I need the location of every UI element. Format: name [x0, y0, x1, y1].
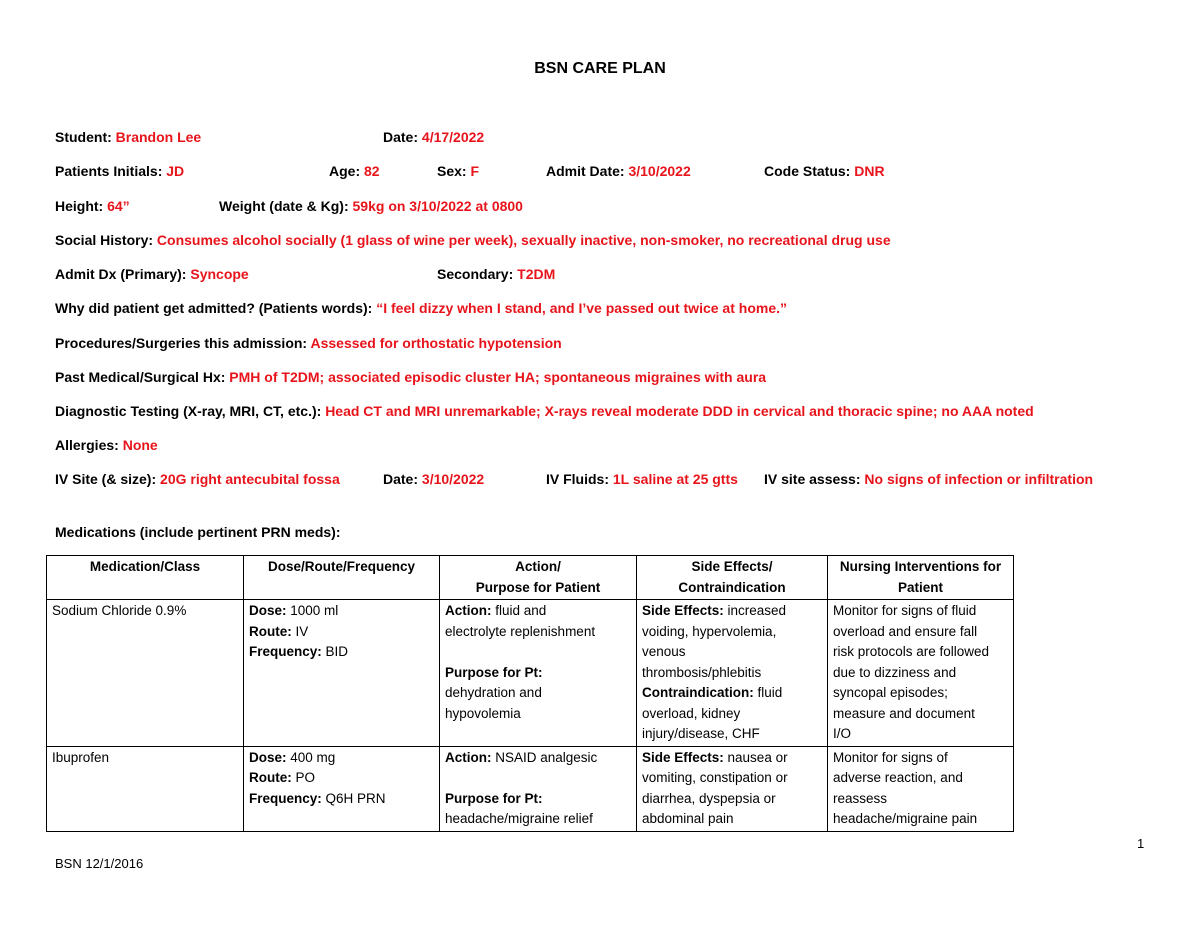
table-header-row	[47, 556, 1014, 600]
social-history-value: Consumes alcohol socially (1 glass of wine per week), sexually inactive, non-smoker, no recreational drug use	[156, 232, 891, 248]
procedures-field	[55, 335, 562, 351]
allergies-value: None	[122, 437, 158, 453]
diagnostic-testing-field	[55, 403, 1034, 419]
iv-date-field	[383, 471, 484, 487]
age-label: Age:	[329, 163, 361, 179]
initials-value: JD	[166, 163, 185, 179]
iv-assess-value: No signs of infection or infiltration	[864, 471, 1094, 487]
why-admitted-field	[55, 300, 787, 316]
table-row	[47, 600, 1014, 747]
iv-date-label: Date:	[383, 471, 419, 487]
pmh-field	[55, 369, 766, 385]
table-row	[47, 746, 1014, 831]
secondary-dx-field	[437, 266, 555, 282]
iv-fluids-field	[546, 471, 738, 487]
iv-site-label: IV Site (& size):	[55, 471, 157, 487]
secondary-dx-label: Secondary:	[437, 266, 514, 282]
pmh-label: Past Medical/Surgical Hx:	[55, 369, 226, 385]
page-title: BSN CARE PLAN	[534, 60, 666, 77]
height-field	[55, 198, 130, 214]
admit-date-label: Admit Date:	[546, 163, 625, 179]
date-value: 4/17/2022	[421, 129, 485, 145]
social-history-label: Social History:	[55, 232, 154, 248]
header-side-effects: Side Effects/ Contraindication	[637, 556, 828, 600]
header-medication-class: Medication/Class	[47, 556, 244, 600]
dose-route-cell: Dose: 1000 ml Route: IV Frequency: BID	[244, 600, 440, 747]
page-number: 1	[1137, 836, 1145, 851]
date-field	[383, 129, 484, 145]
admit-dx-field	[55, 266, 249, 282]
allergies-field	[55, 437, 158, 453]
iv-site-field	[55, 471, 340, 487]
why-admitted-label: Why did patient get admitted? (Patients words):	[55, 300, 373, 316]
height-label: Height:	[55, 198, 104, 214]
diagnostic-testing-value: Head CT and MRI unremarkable; X-rays reveal moderate DDD in cervical and thoracic spine; no AAA noted	[325, 403, 1034, 419]
secondary-dx-value: T2DM	[517, 266, 556, 282]
medications-table	[46, 555, 1014, 832]
height-value: 64”	[107, 198, 130, 214]
allergies-label: Allergies:	[55, 437, 119, 453]
action-purpose-cell: Action: NSAID analgesic Purpose for Pt: headache/migraine relief	[440, 746, 637, 831]
admit-dx-value: Syncope	[190, 266, 249, 282]
weight-field	[219, 198, 523, 214]
weight-label: Weight (date & Kg):	[219, 198, 349, 214]
code-status-value: DNR	[854, 163, 885, 179]
social-history-field	[55, 232, 891, 248]
iv-assess-field	[764, 471, 1093, 487]
sex-field	[437, 163, 479, 179]
admit-dx-label: Admit Dx (Primary):	[55, 266, 187, 282]
age-field	[329, 163, 380, 179]
action-purpose-cell: Action: fluid and electrolyte replenishment Purpose for Pt: dehydration and hypovolemia	[440, 600, 637, 747]
date-label: Date:	[383, 129, 419, 145]
pmh-value: PMH of T2DM; associated episodic cluster HA; spontaneous migraines with aura	[229, 369, 767, 385]
header-action-purpose: Action/ Purpose for Patient	[440, 556, 637, 600]
med-name-cell: Sodium Chloride 0.9%	[47, 600, 244, 747]
nursing-interventions-cell: Monitor for signs of adverse reaction, and reassess headache/migraine pain	[828, 746, 1014, 831]
code-status-field	[764, 163, 885, 179]
iv-fluids-value: 1L saline at 25 gtts	[612, 471, 738, 487]
header-dose-route-frequency: Dose/Route/Frequency	[244, 556, 440, 600]
age-value: 82	[364, 163, 380, 179]
header-nursing-interventions: Nursing Interventions for Patient	[828, 556, 1014, 600]
side-effects-cell: Side Effects: increased voiding, hypervolemia, venous thrombosis/phlebitis Contraindication: fluid overload, kidney injury/disease, CHF	[637, 600, 828, 747]
med-name-cell: Ibuprofen	[47, 746, 244, 831]
student-value: Brandon Lee	[115, 129, 202, 145]
student-field	[55, 129, 201, 145]
iv-site-value: 20G right antecubital fossa	[160, 471, 340, 487]
iv-date-value: 3/10/2022	[421, 471, 485, 487]
initials-label: Patients Initials:	[55, 163, 163, 179]
diagnostic-testing-label: Diagnostic Testing (X-ray, MRI, CT, etc.):	[55, 403, 322, 419]
initials-field	[55, 163, 184, 179]
footer-version: BSN 12/1/2016	[55, 856, 144, 871]
side-effects-cell: Side Effects: nausea or vomiting, constipation or diarrhea, dyspepsia or abdominal pain	[637, 746, 828, 831]
weight-value: 59kg on 3/10/2022 at 0800	[352, 198, 523, 214]
admit-date-field	[546, 163, 691, 179]
iv-assess-label: IV site assess:	[764, 471, 861, 487]
iv-fluids-label: IV Fluids:	[546, 471, 609, 487]
sex-label: Sex:	[437, 163, 467, 179]
procedures-value: Assessed for orthostatic hypotension	[310, 335, 562, 351]
nursing-interventions-cell: Monitor for signs of fluid overload and ensure fall risk protocols are followed due to dizziness and syncopal episodes; measure and document I/O	[828, 600, 1014, 747]
medications-heading: Medications (include pertinent PRN meds):	[55, 524, 341, 540]
student-label: Student:	[55, 129, 112, 145]
dose-route-cell: Dose: 400 mg Route: PO Frequency: Q6H PRN	[244, 746, 440, 831]
sex-value: F	[470, 163, 480, 179]
why-admitted-value: “I feel dizzy when I stand, and I’ve passed out twice at home.”	[376, 300, 787, 316]
procedures-label: Procedures/Surgeries this admission:	[55, 335, 308, 351]
admit-date-value: 3/10/2022	[628, 163, 691, 179]
code-status-label: Code Status:	[764, 163, 851, 179]
